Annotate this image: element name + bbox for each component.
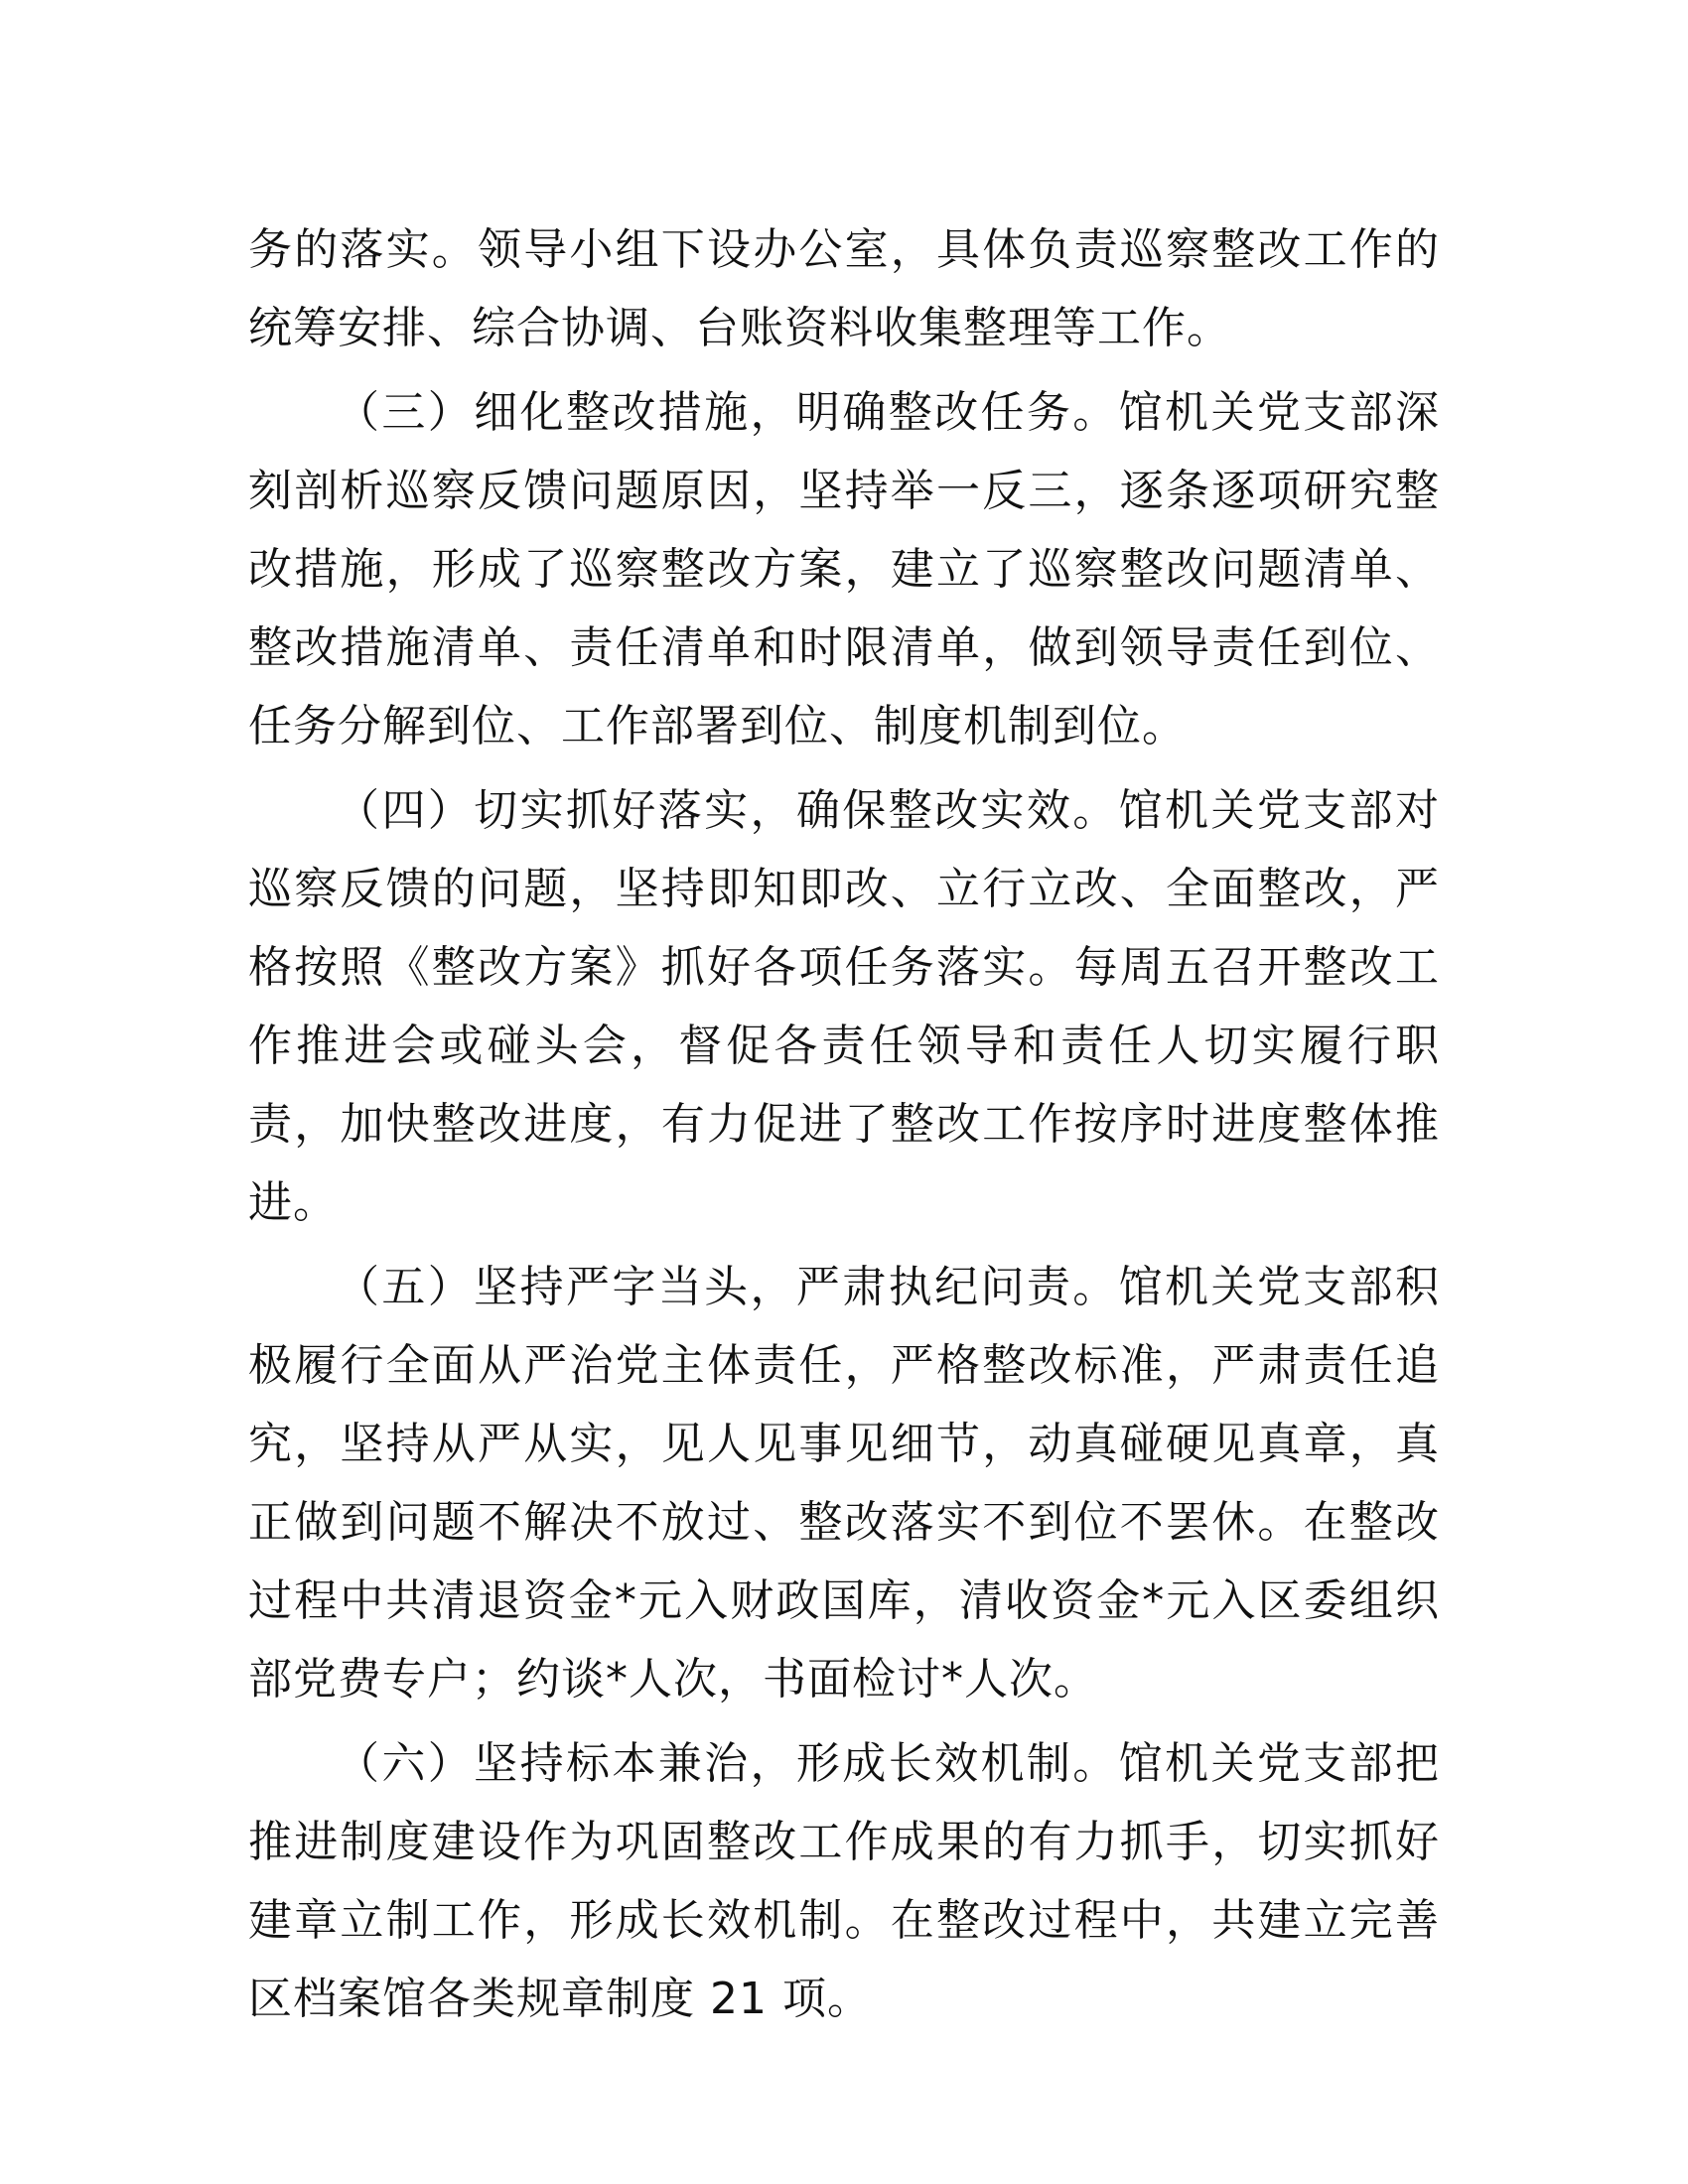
paragraph-section-3: （三）细化整改措施，明确整改任务。馆机关党支部深刻剖析巡察反馈问题原因，坚持举一反三，逐条逐项研究整改措施，形成了巡察整改方案，建立了巡察整改问题清单、整改措施清单、责任清单和时限清单，做到领导责任到位、任务分解到位、工作部署到位、制度机制到位。 [248,387,1440,751]
paragraph-section-5: （五）坚持严字当头，严肃执纪问责。馆机关党支部积极履行全面从严治党主体责任，严格整改标准，严肃责任追究，坚持从严从实，见人见事见细节，动真碰硬见真章，真正做到问题不解决不放过、整改落实不到位不罢休。在整改过程中共清退资金*元入财政国库，清收资金*元入区委组织部党费专户；约谈*人次，书面检讨*人次。 [248,1262,1440,1705]
document-body [248,210,1440,2038]
paragraph-section-6: （六）坚持标本兼治，形成长效机制。馆机关党支部把推进制度建设作为巩固整改工作成果的有力抓手，切实抓好建章立制工作，形成长效机制。在整改过程中，共建立完善区档案馆各类规章制度 21 项。 [248,1738,1440,2024]
paragraph-section-4: （四）切实抓好落实，确保整改实效。馆机关党支部对巡察反馈的问题，坚持即知即改、立行立改、全面整改，严格按照《整改方案》抓好各项任务落实。每周五召开整改工作推进会或碰头会，督促各责任领导和责任人切实履行职责，加快整改进度，有力促进了整改工作按序时进度整体推进。 [248,785,1440,1228]
paragraph-continuation: 务的落实。领导小组下设办公室，具体负责巡察整改工作的统筹安排、综合协调、台账资料收集整理等工作。 [248,224,1440,353]
